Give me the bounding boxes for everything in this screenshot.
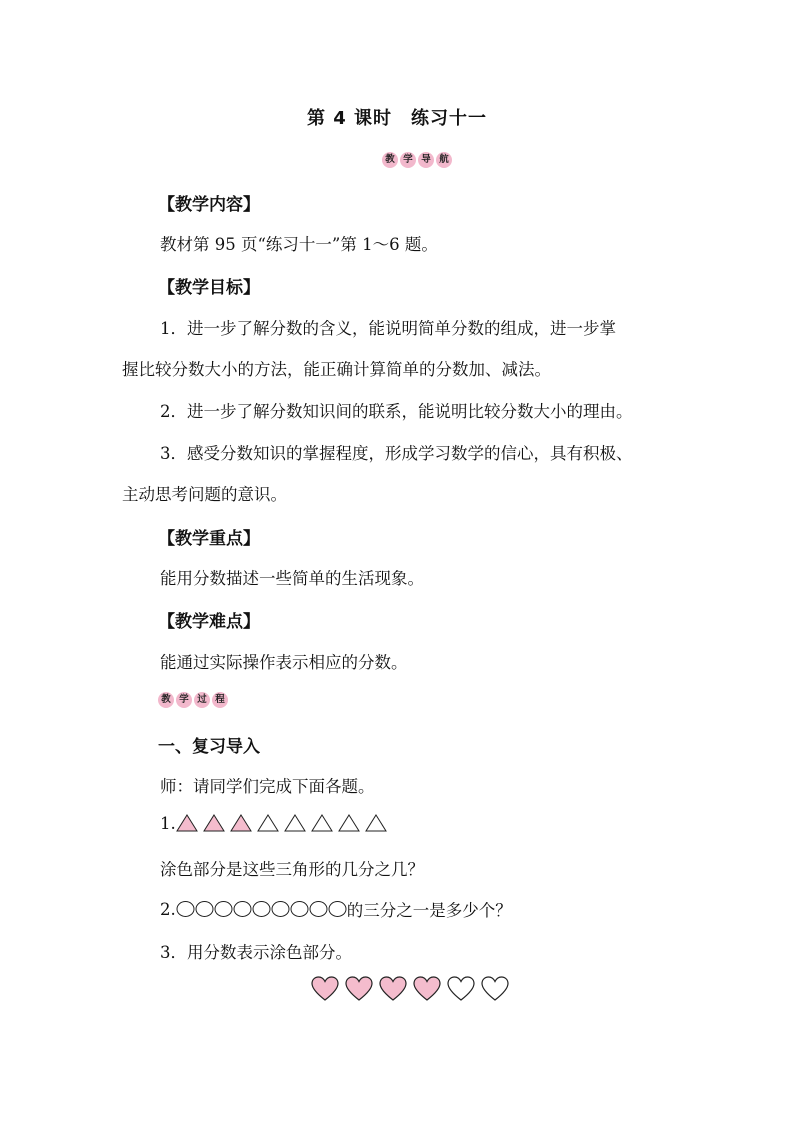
- badge-char: 航: [436, 152, 452, 168]
- question-1-text: 涂色部分是这些三角形的几分之几？: [160, 860, 424, 879]
- review-intro-heading: 一、复习导入: [158, 737, 260, 757]
- shaded-triangle-icon: [203, 813, 225, 833]
- heart-icon: [447, 976, 475, 1002]
- question-1-label: 1.: [160, 813, 176, 833]
- circle-group: [176, 900, 347, 918]
- question-3-text: 3．用分数表示涂色部分。: [160, 943, 352, 962]
- badge-char: 学: [176, 692, 192, 708]
- triangle-icon: [338, 813, 360, 833]
- teaching-process-badge: [158, 692, 228, 708]
- shaded-triangle-icon: [230, 813, 252, 833]
- goals-heading: 【教学目标】: [158, 278, 260, 298]
- page-title: 第 4 课时 练习十一: [306, 108, 488, 129]
- triangle-icon: [284, 813, 306, 833]
- badge-char: 教: [382, 152, 398, 168]
- triangle-icon: [257, 813, 279, 833]
- content-text: 教材第 95 页“练习十一”第 1～6 题。: [160, 235, 438, 254]
- teaching-navigation-badge: [382, 152, 452, 168]
- shaded-heart-icon: [379, 976, 407, 1002]
- circle-icon: [214, 900, 233, 918]
- heart-group: [311, 976, 509, 1002]
- badge-char: 教: [158, 692, 174, 708]
- question-2-row: [160, 897, 512, 921]
- key-points-heading: 【教学重点】: [158, 529, 260, 549]
- circle-icon: [309, 900, 328, 918]
- goal-2: 2．进一步了解分数知识间的联系，能说明比较分数大小的理由。: [160, 402, 633, 421]
- difficulty-heading: 【教学难点】: [158, 612, 260, 632]
- circle-icon: [252, 900, 271, 918]
- circle-icon: [290, 900, 309, 918]
- circle-icon: [195, 900, 214, 918]
- circle-icon: [233, 900, 252, 918]
- question-2-text: 的三分之一是多少个？: [346, 901, 512, 920]
- difficulty-text: 能通过实际操作表示相应的分数。: [160, 653, 408, 672]
- badge-char: 学: [400, 152, 416, 168]
- question-2-label: 2.: [160, 899, 176, 919]
- goal-3-line-1: 3．感受分数知识的掌握程度，形成学习数学的信心，具有积极、: [160, 444, 633, 463]
- shaded-heart-icon: [311, 976, 339, 1002]
- shaded-heart-icon: [345, 976, 373, 1002]
- goal-1-line-2: 握比较分数大小的方法，能正确计算简单的分数加、减法。: [122, 360, 551, 379]
- content-heading: 【教学内容】: [158, 195, 260, 215]
- badge-char: 程: [212, 692, 228, 708]
- triangle-icon: [365, 813, 387, 833]
- teacher-instruction: 师：请同学们完成下面各题。: [160, 777, 375, 796]
- key-points-text: 能用分数描述一些简单的生活现象。: [160, 569, 424, 588]
- circle-icon: [328, 900, 347, 918]
- shaded-triangle-icon: [176, 813, 198, 833]
- triangle-icon: [311, 813, 333, 833]
- goal-3-line-2: 主动思考问题的意识。: [122, 485, 287, 504]
- circle-icon: [271, 900, 290, 918]
- circle-icon: [176, 900, 195, 918]
- shaded-heart-icon: [413, 976, 441, 1002]
- question-1-row: [160, 813, 392, 833]
- triangle-group: [176, 813, 392, 833]
- goal-1-line-1: 1．进一步了解分数的含义，能说明简单分数的组成，进一步掌: [160, 319, 616, 338]
- heart-icon: [481, 976, 509, 1002]
- badge-char: 过: [194, 692, 210, 708]
- badge-char: 导: [418, 152, 434, 168]
